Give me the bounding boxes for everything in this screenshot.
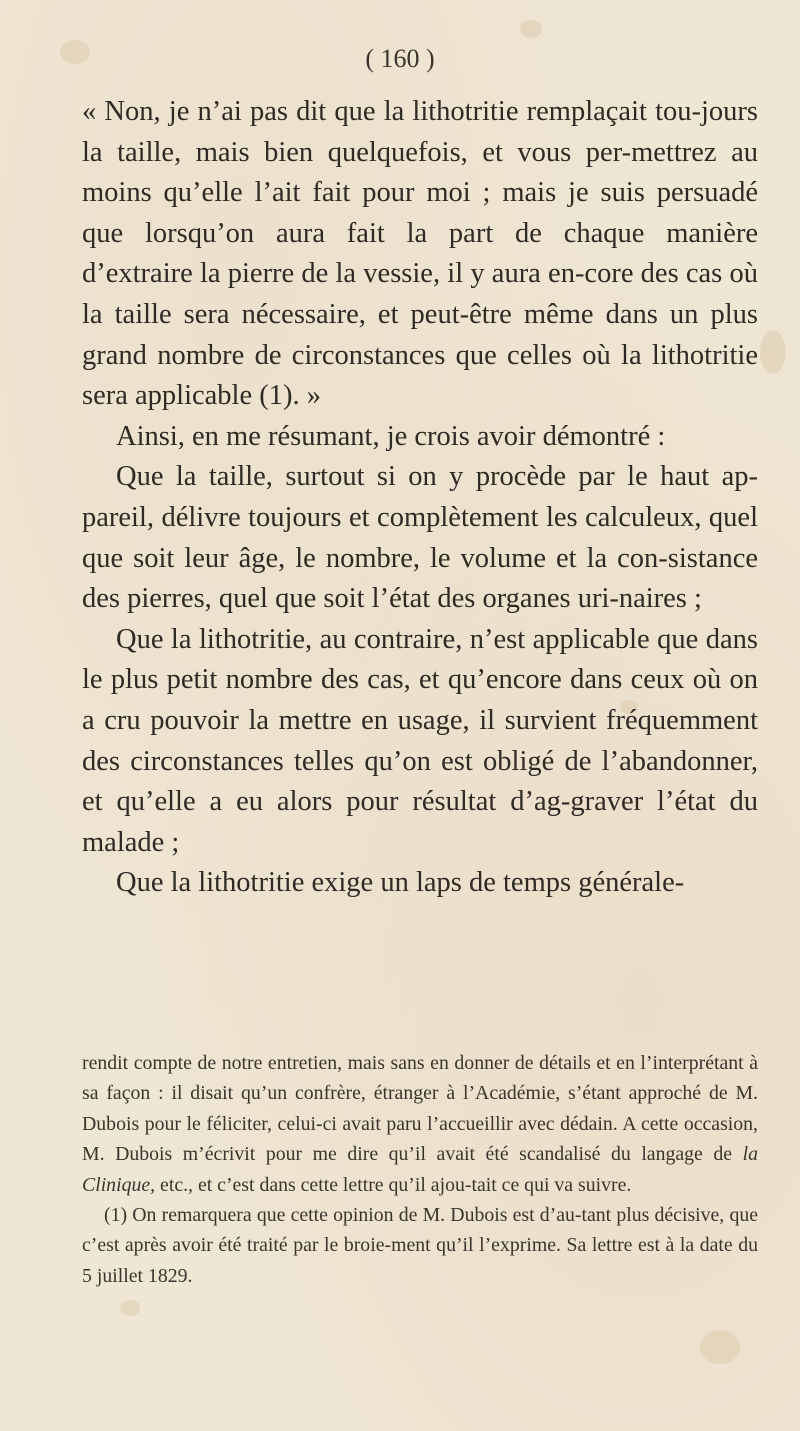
paper-stain — [520, 20, 542, 38]
quoted-paragraph: « Non, je n’ai pas dit que la lithotritie remplaçait tou-jours la taille, mais bien quelquefois, et vous per-mettrez au moins qu’elle l’ait fait pour moi ; mais je suis persuadé que lorsqu’on aura fait la part de chaque manière d’extraire la pierre de la vessie, il y aura en-core des cas où la taille sera nécessaire, et peut-être même dans un plus grand nombre de circonstances que celles où la lithotritie sera applicable (1). » — [82, 96, 758, 412]
footnote-text: rendit compte de notre entretien, mais sans en donner de détails et en l’interprétant à sa façon : il disait qu’un confrère, étranger à l’Académie, s’étant approché de M. Dubois pour le féliciter, celui-ci avait paru l’accueillir avec dédain. A cette occasion, M. Dubois m’écrivit pour me dire qu’il avait été scandalisé du langage de — [82, 1052, 758, 1166]
main-text — [82, 92, 758, 904]
summary-intro-paragraph: Ainsi, en me résumant, je crois avoir démontré : — [116, 420, 666, 452]
paper-stain — [700, 1330, 740, 1364]
conclusion-paragraph: Que la lithotritie exige un laps de temps générale- — [116, 867, 685, 899]
journal-title: la Clinique, — [82, 1143, 758, 1196]
page-number: ( 160 ) — [365, 44, 435, 73]
conclusion-paragraph: Que la taille, surtout si on y procède par le haut ap-pareil, délivre toujours et complètement les calculeux, quel que soit leur âge, le nombre, le volume et la con-sistance des pierres, quel que soit l’état des organes uri-naires ; — [82, 461, 758, 615]
paper-stain — [760, 330, 786, 374]
conclusion-paragraph: Que la lithotritie, au contraire, n’est applicable que dans le plus petit nombre des cas, et qu’encore dans ceux où on a cru pouvoir la mettre en usage, il survient fréquemment des circonstances telles qu’on est obligé de l’abandonner, et qu’elle a eu alors pour résultat d’ag-graver l’état du malade ; — [82, 623, 758, 858]
footnotes — [82, 1048, 758, 1291]
footnote-text: etc., et c’est dans cette lettre qu’il ajou-tait ce qui va suivre. — [160, 1173, 632, 1196]
footnote-1: (1) On remarquera que cette opinion de M. Dubois est d’au-tant plus décisive, que c’est après avoir été traité par le broie-ment qu’il l’exprime. Sa lettre est à la date du 5 juillet 1829. — [82, 1204, 758, 1287]
paper-stain — [120, 1300, 140, 1316]
footnote-continuation — [82, 1048, 758, 1200]
